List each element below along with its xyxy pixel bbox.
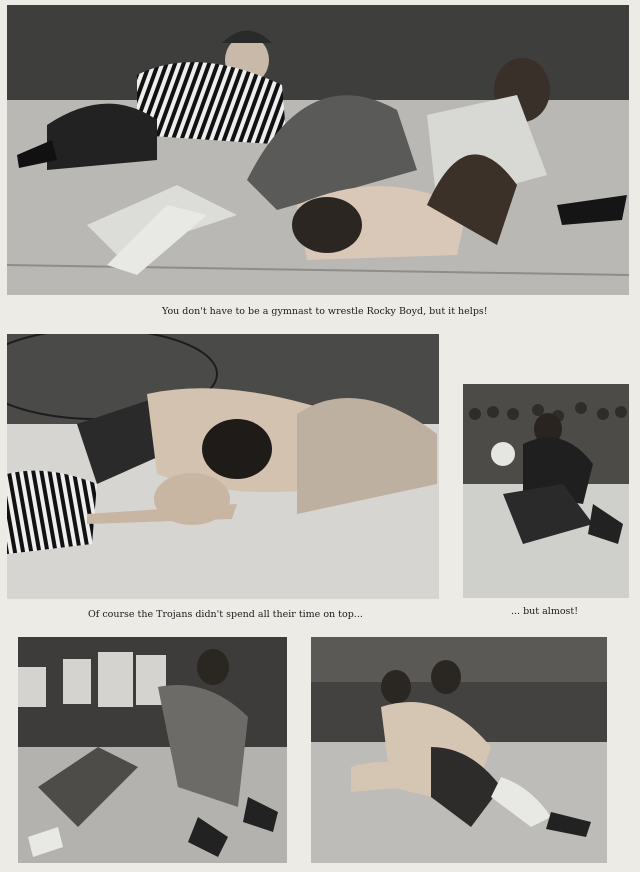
photo-top-image (7, 5, 629, 295)
photo-middle-right-image (463, 384, 629, 598)
photo-bottom-right (311, 637, 607, 863)
caption-top: You don't have to be a gymnast to wrestle Rocky Boyd, but it helps! (162, 306, 488, 317)
photo-bottom-right-image (311, 637, 607, 863)
photo-top (7, 5, 629, 295)
caption-middle-left: Of course the Trojans didn't spend all their time on top... (88, 609, 363, 620)
photo-bottom-left (18, 637, 287, 863)
caption-middle-right: ... but almost! (511, 606, 579, 617)
photo-middle-left (7, 334, 439, 599)
photo-middle-right (463, 384, 629, 598)
photo-bottom-left-image (18, 637, 287, 863)
photo-middle-left-image (7, 334, 439, 599)
